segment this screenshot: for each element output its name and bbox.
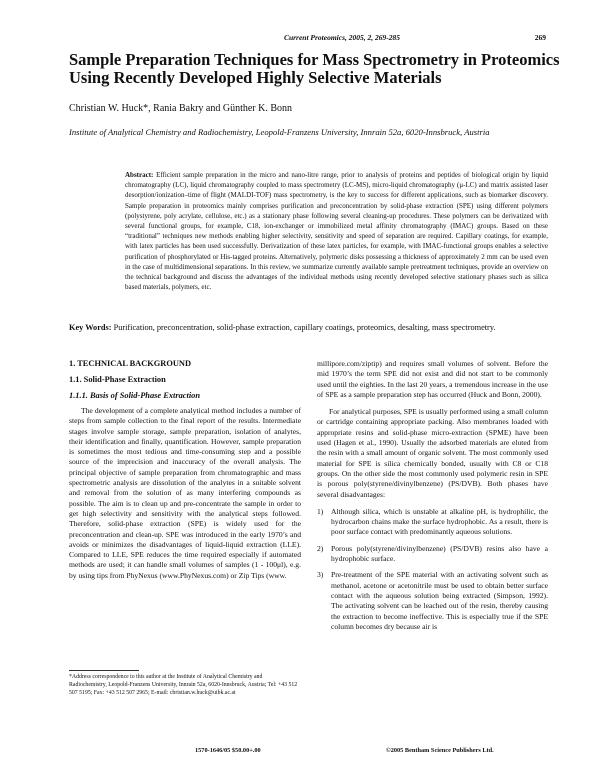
affiliation: Institute of Analytical Chemistry and Radiochemistry, Leopold-Franzens University, Innrain 52a, 6020-Innsbruck, Austria bbox=[69, 127, 490, 137]
abstract-label: Abstract: bbox=[125, 171, 154, 179]
journal-citation: Current Proteomics, 2005, 2, 269-285 bbox=[283, 33, 400, 42]
right-column bbox=[317, 359, 548, 638]
keywords bbox=[69, 322, 549, 333]
copyright: ©2005 Bentham Science Publishers Ltd. bbox=[386, 747, 494, 754]
title-line: Using Recently Developed Highly Selective Materials bbox=[69, 68, 442, 87]
disadvantages-list bbox=[317, 507, 548, 632]
article-title bbox=[69, 50, 560, 87]
issn-price: 1570-1646/05 $50.00+.00 bbox=[195, 747, 261, 754]
body-paragraph: For analytical purposes, SPE is usually performed using a small column or cartridge containing appropriate packing. Also membranes loaded with appropriate resins and solid-phase micro-extraction (SPME) have been used (Hagen et al., 1990). Usually the adsorbed materials are eluted from the resin with a small amount of organic solvent. The most commonly used material for SPE is silica chemically bonded, usually with C8 or C18 groups. On the other side the most commonly used polymeric resin in SPE is porous poly(styrene/divinylbenzene) (PS/DVB). Both phases have several disadvantages: bbox=[317, 407, 548, 499]
list-item: 1) Although silica, which is unstable at alkaline pH, is hydrophilic, the hydrocarbon chains make the surface hydrophobic. As a result, there is poor surface contact with predominantly aqueous solutions. bbox=[317, 506, 548, 537]
left-column bbox=[69, 359, 301, 581]
abstract bbox=[125, 170, 548, 292]
keywords-label: Key Words: bbox=[69, 323, 112, 332]
list-item: 3) Pre-treatment of the SPE material with an activating solvent such as methanol, acetone or acetonitrile must be used to obtain better surface contact with the aqueous solution being extracted (Simpson, 1992). The activating solvent can be leached out of the resin, thereby causing the extraction to become ineffective. This is especially true if the SPE column becomes dry because air is bbox=[317, 570, 548, 631]
body-paragraph: millipore.com/ziptip) and requires small volumes of solvent. Before the mid 1970’s the term SPE did not exist and did not start to be commonly used until the eighties. In the last 20 years, a tremendous increase in the use of SPE as a sample preparation step has occurred (Huck and Bonn, 2000). bbox=[317, 359, 548, 399]
title-line: Sample Preparation Techniques for Mass Spectrometry in Proteomics bbox=[69, 50, 560, 69]
section-heading: 1. TECHNICAL BACKGROUND bbox=[69, 359, 191, 368]
correspondence-footnote: *Address correspondence to this author at the Institute of Analytical Chemistry and Radiochemistry, Leopold-Franzens University, Innrain 52a, 6020-Innsbruck, Austria; Tel: +43 512 507 5195; Fax: +43 512 507 2965; E-mail: christian.w.huck@uibk.ac.at bbox=[69, 674, 298, 696]
abstract-text: Efficient sample preparation in the micro and nano-litre range, prior to analysis of proteins and peptides of biological origin by liquid chromatography (LC), liquid chromatography coupled to mass spectrometry (LC-MS), micro-liquid chromatography (μ-LC) and matrix assisted laser desorption/ionization–time of flight (MALDI-TOF) mass spectrometry, is the key to success for different applications, such as biomarker discovery. Sample preparation in proteomics mainly comprises purification and preconcentration by solid-phase extraction (SPE) using different polymers (polystyrene, poly acrylate, cellulose, etc.) as a stationary phase following several cleaning-up procedures. These polymers can be derivatized with several functional groups, for example, C18, ion-exchanger or immobilized metal affinity chromatography (IMAC) groups. Based on these “traditional” techniques new methods enabling higher selectivity, sensitivity and speed of separation are required. Capillary coatings, for example, with latex particles has been used successfully. Derivatization of these latex particles, for example, with IMAC-functional groups enables a selective purification of phosphorylated or His-tagged proteins. Alternatively, polymeric disks possessing a thickness of approximately 2 mm can be used even in the case of multidimensional separations. In this review, we summarize currently available sample pretreatment techniques, provide an overview on the technical background and discuss the advantages of the individual methods using recently developed selective stationary phases such as silica based materials, polymers, etc. bbox=[125, 171, 549, 292]
author-list: Christian W. Huck*, Rania Bakry and Günther K. Bonn bbox=[69, 103, 293, 114]
subsubsection-heading: 1.1.1. Basis of Solid-Phase Extraction bbox=[69, 391, 200, 400]
footnote-rule bbox=[69, 670, 139, 671]
keywords-text: Purification, preconcentration, solid-phase extraction, capillary coatings, proteomics, desalting, mass spectrometry. bbox=[113, 323, 496, 332]
body-paragraph: The development of a complete analytical method includes a number of steps from sample collection to the final report of the results. Intermediate stages involve sample storage, sample preparation, isolation of analytes, their identification and finally, quantification. However, sample preparation is sometimes the most tedious and time-consuming step and a possible source of the imprecision and inaccuracy of the overall analysis. The principal objective of sample preparation from chromatographic and mass spectrometric analysis are dissolution of the analytes in a suitable solvent and removal from the solution of as many interfering compounds as possible. The aim is to clean up and pre-concentrate the sample in order to get high selectivity and sensitivity with the analytical steps followed. Therefore, solid-phase extraction (SPE) is widely used for the preconcentration and clean-up. SPE was introduced in the early 1970’s and avoids or minimizes the disadvantages of liquid-liquid extraction (LLE). Compared to LLE, SPE reduces the time required especially if automated methods are used; it can handle small volumes of samples (1 - 100μl), e.g. by using tips from PhyNexus (www.PhyNexus.com) or Zip Tips (www. bbox=[69, 406, 301, 580]
page-number: 269 bbox=[534, 33, 546, 42]
list-item: 2) Porous poly(styrene/divinylbenzene) (PS/DVB) resins also have a hydrophobic surface. bbox=[317, 543, 548, 564]
subsection-heading: 1.1. Solid-Phase Extraction bbox=[69, 375, 166, 384]
